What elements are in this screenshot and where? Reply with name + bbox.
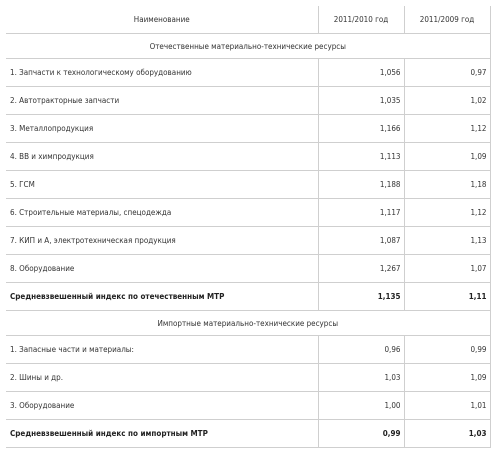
row-value-2009: 0,99: [404, 336, 490, 364]
row-name: 6. Строительные материалы, спецодежда: [6, 199, 318, 227]
total-value-2009: 1,11: [404, 283, 490, 311]
table-row: [6, 59, 490, 87]
row-value-2009: 1,01: [404, 392, 490, 420]
row-value-2009: 1,18: [404, 171, 490, 199]
row-value-2010: 1,03: [318, 364, 404, 392]
table-row: [6, 364, 490, 392]
row-name: 2. Шины и др.: [6, 364, 318, 392]
row-value-2009: 1,13: [404, 227, 490, 255]
header-2011-2010: 2011/2010 год: [318, 6, 404, 34]
section-title-imported: Импортные материально-технические ресурсы: [6, 311, 490, 336]
row-value-2010: 1,035: [318, 87, 404, 115]
row-name: 1. Запчасти к технологическому оборудованию: [6, 59, 318, 87]
row-value-2009: 1,07: [404, 255, 490, 283]
header-2011-2009: 2011/2009 год: [404, 6, 490, 34]
row-value-2009: 0,97: [404, 59, 490, 87]
table-row: [6, 171, 490, 199]
row-value-2010: 1,00: [318, 392, 404, 420]
table-row: [6, 115, 490, 143]
header-row: [6, 6, 490, 34]
row-value-2010: 1,087: [318, 227, 404, 255]
table-row: [6, 227, 490, 255]
total-row-imported: [6, 420, 490, 448]
row-name: 1. Запасные части и материалы:: [6, 336, 318, 364]
row-value-2010: 0,96: [318, 336, 404, 364]
price-index-table: [6, 6, 491, 448]
row-name: 3. Оборудование: [6, 392, 318, 420]
total-value-2010: 0,99: [318, 420, 404, 448]
total-name: Средневзвешенный индекс по отечественным МТР: [6, 283, 318, 311]
row-name: 3. Металлопродукция: [6, 115, 318, 143]
section-title-domestic: Отечественные материально-технические ресурсы: [6, 34, 490, 59]
row-name: 5. ГСМ: [6, 171, 318, 199]
row-name: 2. Автотракторные запчасти: [6, 87, 318, 115]
section-row: [6, 311, 490, 336]
row-value-2010: 1,113: [318, 143, 404, 171]
table-row: [6, 255, 490, 283]
row-name: 7. КИП и А, электротехническая продукция: [6, 227, 318, 255]
table-row: [6, 87, 490, 115]
row-name: 8. Оборудование: [6, 255, 318, 283]
table-row: [6, 336, 490, 364]
row-value-2010: 1,188: [318, 171, 404, 199]
row-value-2009: 1,09: [404, 143, 490, 171]
header-name: Наименование: [6, 6, 318, 34]
total-value-2010: 1,135: [318, 283, 404, 311]
table-row: [6, 143, 490, 171]
row-value-2010: 1,117: [318, 199, 404, 227]
row-name: 4. ВВ и химпродукция: [6, 143, 318, 171]
row-value-2010: 1,267: [318, 255, 404, 283]
row-value-2009: 1,12: [404, 199, 490, 227]
row-value-2009: 1,02: [404, 87, 490, 115]
table-row: [6, 392, 490, 420]
row-value-2009: 1,09: [404, 364, 490, 392]
section-row: [6, 34, 490, 59]
row-value-2009: 1,12: [404, 115, 490, 143]
total-name: Средневзвешенный индекс по импортным МТР: [6, 420, 318, 448]
row-value-2010: 1,166: [318, 115, 404, 143]
total-value-2009: 1,03: [404, 420, 490, 448]
total-row-domestic: [6, 283, 490, 311]
table-row: [6, 199, 490, 227]
row-value-2010: 1,056: [318, 59, 404, 87]
